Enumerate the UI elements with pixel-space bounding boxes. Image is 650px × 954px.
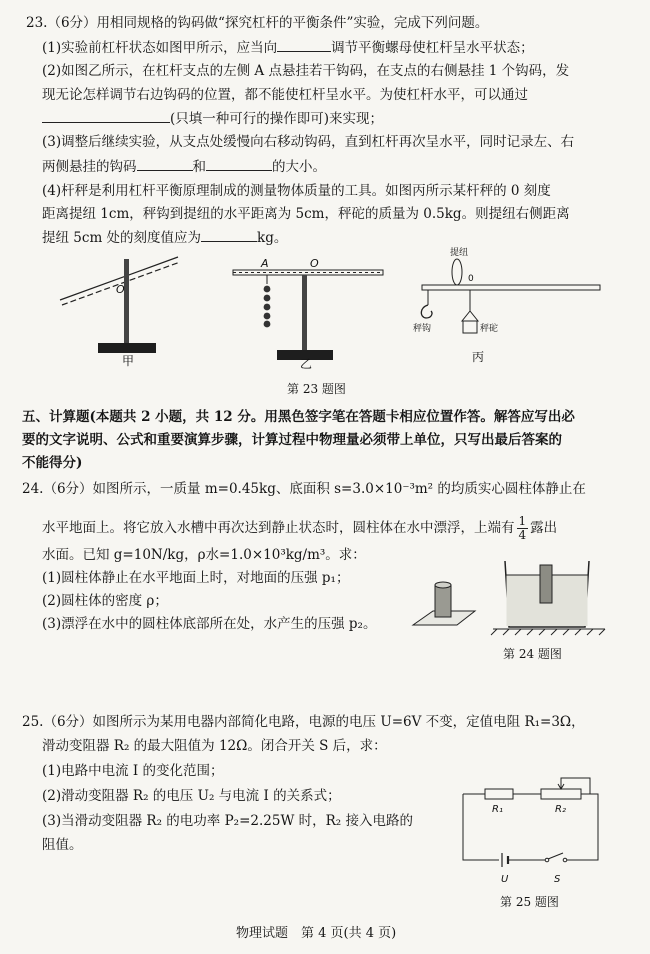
q23-part2-line3 [42, 109, 383, 128]
figure-label-yi: 乙 [300, 357, 313, 371]
q24-line3: 水面。已知 g=10N/kg，ρ水=1.0×10³kg/m³。求： [42, 547, 366, 563]
fraction-denominator: 4 [518, 528, 527, 542]
q25-sub1: (1)电路中电流 I 的变化范围； [42, 763, 224, 779]
chengtuo-label: 秤砣 [480, 324, 499, 334]
slider-wire [561, 778, 590, 794]
hatch [491, 629, 497, 635]
q24-line1: 24.（6分）如图所示，一质量 m=0.45kg、底面积 s=3.0×10⁻³m² 的均质实心圆柱体静止在 [22, 481, 586, 497]
q25-sub3-line1: (3)当滑动变阻器 R₂ 的电功率 P₂=2.25W 时，R₂ 接入电路的 [42, 813, 413, 829]
hatch [563, 629, 569, 635]
q23-part4-line1: (4)杆秤是利用杠杆平衡原理制成的测量物体质量的工具。如图丙所示某杆秤的 0 刻度 [42, 183, 551, 199]
section5-line2: 要的文字说明、公式和重要演算步骤，计算过程中物理量必须带上单位，只写出最后答案的 [22, 432, 562, 448]
lever-figure-yi [225, 258, 395, 370]
q23-part3-line2 [42, 157, 326, 176]
q23-part2-line3-text: (只填一种可行的操作即可)来实现； [170, 111, 384, 127]
answer-blank [137, 157, 193, 171]
fraction-numerator: 1 [518, 514, 527, 528]
q23-part3-text-a: 两侧悬挂的钩码 [42, 159, 137, 175]
answer-blank [42, 109, 170, 123]
rheostat-r2 [541, 789, 581, 799]
hatch [527, 629, 533, 635]
hatch [587, 629, 593, 635]
weight-hanger [462, 311, 478, 321]
pivot-label-o: O [116, 283, 125, 296]
q24-sub2: (2)圆柱体的密度 ρ； [42, 593, 168, 609]
hatch [551, 629, 557, 635]
cylinder-top [435, 582, 451, 588]
figure-caption-24: 第 24 题图 [503, 647, 562, 661]
q23-part3-line1: (3)调整后继续实验，从支点处缓慢向右移动钩码，直到杠杆再次呈水平，同时记录左、右 [42, 134, 575, 150]
fraction-one-quarter [517, 515, 529, 542]
q25-line2: 滑动变阻器 R₂ 的最大阻值为 12Ω。闭合开关 S 后，求： [42, 738, 387, 754]
weight-5 [264, 321, 271, 328]
pivot-label-o: O [310, 257, 319, 270]
q23-part2-line1: (2)如图乙所示，在杠杆支点的左侧 A 点悬挂若干钩码，在支点的右侧悬挂 1 个钩码，发 [42, 63, 570, 79]
tiniu-ring [452, 259, 462, 285]
q24-sub3: (3)漂浮在水中的圆柱体底部所在处，水产生的压强 p₂。 [42, 616, 377, 632]
switch-lever [548, 853, 563, 859]
chenggou-icon [421, 305, 432, 318]
figure-label-jia: 甲 [122, 354, 135, 368]
answer-blank [206, 157, 272, 171]
floating-cylinder [540, 565, 552, 603]
chengtuo-weight [463, 321, 477, 333]
wire-right [567, 794, 598, 860]
hatch [575, 629, 581, 635]
q23-part1 [42, 38, 534, 57]
weight-2 [264, 295, 271, 302]
point-label-a: A [261, 257, 269, 270]
figure-label-bing: 丙 [472, 350, 485, 364]
q23-part2-line2: 现无论怎样调节右边钩码的位置，都不能使杠杆呈水平。为使杠杆水平，可以通过 [42, 87, 528, 103]
q25-sub2: (2)滑动变阻器 R₂ 的电压 U₂ 与电流 I 的关系式； [42, 788, 341, 804]
switch-contact [563, 858, 567, 862]
figure-caption-25: 第 25 题图 [500, 895, 559, 909]
steelyard-figure-bing [410, 245, 620, 370]
lever-stand-jia [124, 259, 129, 345]
section5-line1: 五、计算题(本题共 2 小题，共 12 分。用黑色签字笔在答题卡相应位置作答。解答应写出必 [22, 409, 575, 425]
lever-base-jia [98, 343, 156, 353]
s-label: S [554, 874, 561, 885]
steelyard-beam [422, 285, 600, 290]
q25-line1: 25.（6分）如图所示为某用电器内部简化电路，电源的电压 U=6V 不变，定值电阻 R₁=3Ω， [22, 714, 585, 730]
lever-stand-yi [302, 275, 307, 353]
section5-line3: 不能得分) [22, 455, 83, 471]
hatch [503, 629, 509, 635]
hatch [599, 629, 605, 635]
q23-part1-text: (1)实验前杠杆状态如图甲所示，应当向 [42, 40, 278, 56]
page-footer: 物理试题 第 4 页(共 4 页) [236, 926, 397, 941]
hatch [539, 629, 545, 635]
zero-mark-label: 0 [468, 274, 474, 284]
u-label: U [501, 874, 509, 885]
q24-sub1: (1)圆柱体静止在水平地面上时，对地面的压强 p₁； [42, 570, 350, 586]
figure-caption-23: 第 23 题图 [287, 382, 346, 396]
q24-line2-end: 露出 [530, 520, 558, 536]
r1-label: R₁ [492, 804, 503, 815]
q23-part4-unit: kg。 [257, 230, 288, 246]
lever-figure-jia [50, 245, 190, 370]
circuit-figure [455, 772, 610, 887]
answer-blank [277, 38, 331, 52]
resistor-r1 [485, 789, 513, 799]
r2-label: R₂ [555, 804, 566, 815]
q23-part3-text-c: 的大小。 [272, 159, 326, 175]
tiniu-label: 提纽 [450, 248, 469, 258]
q23-part4-line2: 距离提纽 1cm，秤钩到提纽的水平距离为 5cm，秤砣的质量为 0.5kg。则提纽右侧距离 [42, 206, 570, 222]
hatch [515, 629, 521, 635]
weight-4 [264, 313, 271, 320]
q23-part3-text-b: 和 [192, 159, 206, 175]
weight-3 [264, 304, 271, 311]
q23-part1-text-end: 调节平衡螺母使杠杆呈水平状态； [331, 40, 534, 56]
q25-sub3-line2: 阻值。 [42, 837, 83, 853]
q23-header: 23.（6分）用相同规格的钩码做“探究杠杆的平衡条件”实验，完成下列问题。 [26, 15, 489, 31]
weight-1 [264, 286, 271, 293]
q23-part4-text: 提纽 5cm 处的刻度值应为 [42, 230, 202, 246]
cylinder-figure [405, 555, 620, 640]
chenggou-label: 秤钩 [413, 324, 432, 334]
cylinder-on-ground [435, 585, 451, 617]
answer-blank [201, 228, 257, 242]
q24-line2 [42, 515, 557, 542]
q24-line2-text: 水平地面上。将它放入水槽中再次达到静止状态时，圆柱体在水中漂浮，上端有 [42, 520, 515, 536]
